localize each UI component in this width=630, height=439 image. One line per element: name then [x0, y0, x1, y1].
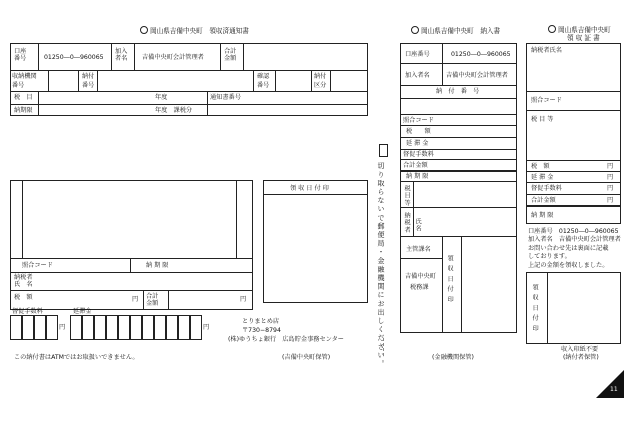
- right-stamp-box: [526, 272, 621, 344]
- right-notice-3: 上記の金額を領収しました。: [528, 262, 609, 269]
- right-due-label: 納 期 限: [531, 212, 554, 219]
- code-label: 照合コード: [22, 262, 53, 269]
- middle-name-label: 氏名: [414, 218, 422, 233]
- category-label: 納付 区分: [314, 73, 327, 90]
- tax-year-label: 年度 課税分: [155, 107, 193, 114]
- right-taxpayer-label: 納税者氏名: [531, 47, 562, 54]
- middle-total-label: 合計金額: [403, 162, 428, 169]
- middle-dept-label: 主管課名: [406, 246, 431, 253]
- right-title: 岡山県吉備中央町: [548, 26, 611, 35]
- account-number-label: 口座 番号: [14, 48, 27, 63]
- page-number: 11: [610, 386, 618, 393]
- delay-charge-label: 延滞金: [73, 308, 92, 315]
- right-tax-item-label: 税 目 等: [531, 116, 554, 123]
- middle-account-value: 01250―0―960065: [451, 51, 511, 58]
- middle-delay-label: 延 滞 金: [406, 140, 429, 147]
- account-number-value: 01250―0―960065: [44, 54, 104, 61]
- subscriber-name: 吉備中央町会計管理者: [142, 54, 204, 61]
- left-keep-note: (吉備中央町保管): [282, 354, 331, 361]
- right-stamp-label: 領収日付印: [531, 284, 539, 335]
- payment-number-label: 納付 番号: [82, 73, 95, 90]
- middle-subscriber-label: 加入者名: [405, 72, 430, 79]
- yen-unit: 円: [132, 296, 139, 303]
- confirm-number-label: 確認 番号: [257, 73, 270, 90]
- town-seal-icon: [411, 26, 419, 34]
- right-subtitle: 領 収 証 書: [567, 34, 600, 42]
- middle-office-line-2: 税務課: [410, 284, 429, 291]
- right-notice-1: お問い合わせ先は裏面に記載: [528, 245, 609, 252]
- bank-number-label: 収納機関 番号: [12, 73, 37, 90]
- right-total-label: 合計金額: [531, 197, 556, 204]
- right-subscriber-line: 加入者名 吉備中央町会計管理者: [528, 236, 621, 243]
- middle-code-label: 照合コード: [403, 117, 434, 124]
- right-stamp-note-1: 収入印紙不要: [561, 346, 599, 353]
- town-seal-icon: [140, 26, 148, 34]
- yen-unit: 円: [607, 174, 614, 181]
- middle-subscriber-name: 吉備中央町会計管理者: [446, 72, 508, 79]
- middle-penalty-label: 督促手数料: [403, 151, 434, 158]
- tax-item-label: 税 目: [14, 94, 33, 101]
- middle-taxpayer-label: 納税者: [403, 212, 411, 234]
- yen-unit: 円: [607, 197, 614, 204]
- right-penalty-label: 督促手数料: [531, 185, 562, 192]
- middle-tax-amount-label: 税 額: [406, 128, 431, 135]
- separator-line: [383, 338, 384, 356]
- cut-mark-box: [379, 144, 388, 157]
- collector-line-3: (株)ゆうちょ銀行 広島貯金事務センター: [228, 336, 344, 343]
- yen-unit: 円: [240, 296, 247, 303]
- right-delay-label: 延 滞 金: [531, 174, 554, 181]
- penalty-fee-label: 督促手数料: [12, 308, 43, 315]
- notice-number-label: 通知書番号: [210, 94, 241, 101]
- middle-tax-item-label: 税目等: [403, 185, 411, 207]
- collector-line-2: 〒730−8794: [242, 327, 281, 334]
- taxpayer-name-label: 納税者 氏 名: [14, 274, 33, 289]
- right-stamp-note-2: (納付者保管): [563, 354, 599, 361]
- receipt-stamp-box: [263, 180, 368, 303]
- left-title: 岡山県吉備中央町 領収済通知書: [140, 27, 249, 36]
- tax-amount-label: 税 額: [14, 294, 33, 301]
- right-notice-2: しております。: [528, 253, 571, 260]
- due-date-label-2: 納 期 限: [146, 262, 169, 269]
- receipt-stamp-label: 領 収 日 付 印: [290, 185, 329, 192]
- subscriber-label: 加入 者名: [115, 48, 128, 63]
- middle-stamp-label: 領収日付印: [446, 255, 454, 306]
- due-date-label: 納期限: [14, 107, 33, 114]
- yen-unit: 円: [203, 324, 210, 331]
- right-code-label: 照合コード: [531, 97, 562, 104]
- middle-due-label: 納 期 限: [406, 173, 429, 180]
- town-seal-icon: [548, 25, 556, 33]
- year-label: 年度: [155, 94, 168, 101]
- middle-payment-number-label: 納 付 番 号: [436, 88, 480, 95]
- yen-unit: 円: [59, 324, 66, 331]
- separator-instruction: 切り取らないで郵便局・金融機関にお出しください。: [377, 162, 386, 369]
- middle-office-line-1: 吉備中央町: [405, 273, 436, 280]
- collector-line-1: とりまとめ店: [242, 318, 280, 325]
- total-amount-label: 合計 金額: [224, 48, 237, 63]
- middle-keep-note: (金融機関保管): [432, 354, 474, 361]
- total-amount-label-2: 合計 金額: [146, 293, 159, 308]
- right-tax-amount-label: 税 額: [531, 163, 550, 170]
- yen-unit: 円: [607, 185, 614, 192]
- right-account-line: 口座番号 01250―0―960065: [528, 228, 619, 235]
- middle-account-label: 口座番号: [405, 51, 430, 58]
- middle-title: 岡山県吉備中央町 納入書: [411, 27, 500, 36]
- atm-note: この納付書はATMではお取扱いできません。: [14, 354, 139, 361]
- yen-unit: 円: [607, 163, 614, 170]
